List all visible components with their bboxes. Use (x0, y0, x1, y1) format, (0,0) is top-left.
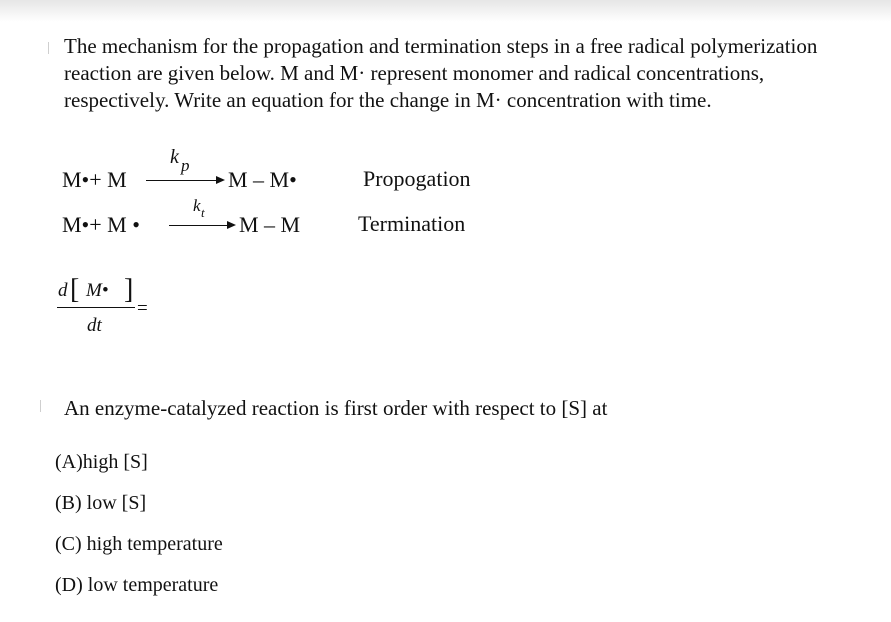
option-c[interactable] (55, 533, 223, 556)
margin-mark-2 (40, 400, 41, 412)
rate-bracket-open: [ (70, 274, 80, 305)
reaction1-rate-constant: k (170, 146, 179, 168)
reaction2-reactants: M•+ M • (62, 212, 140, 237)
rate-equals: = (137, 298, 148, 319)
option-c-letter: (C) (55, 533, 82, 555)
rate-numerator-species: M• (86, 280, 109, 301)
option-b-text: low [S] (86, 492, 147, 514)
reaction1-label: Propogation (363, 166, 471, 191)
reaction2-rate-constant: k (193, 196, 201, 215)
reaction2-rate-subscript: t (201, 205, 205, 220)
reaction2-arrow-line (169, 225, 229, 226)
reaction2-label: Termination (358, 211, 466, 236)
reaction1-arrow-line (146, 180, 218, 181)
option-a-text: high [S] (82, 451, 148, 473)
question1-text: The mechanism for the propagation and termination steps in a free radical polymerization reaction are given below. M and M· represent monomer and radical concentrations, respectively. Write an equation for the change in M· concentration with time. (64, 34, 818, 112)
option-b[interactable] (55, 492, 146, 515)
reaction1-reactants: M•+ M (62, 167, 127, 192)
option-a[interactable] (55, 451, 148, 474)
option-b-letter: (B) (55, 492, 82, 514)
option-d-letter: (D) (55, 574, 83, 596)
rate-fraction-bar (57, 307, 135, 308)
reaction1-product: M – M• (228, 167, 297, 192)
rate-numerator-d: d (58, 280, 68, 301)
option-a-letter: (A) (55, 451, 83, 473)
rate-bracket-close: ] (124, 274, 134, 305)
option-c-text: high temperature (86, 533, 223, 555)
rate-denominator: dt (87, 315, 102, 336)
option-d-text: low temperature (87, 574, 219, 596)
reaction1-arrow-head (216, 176, 225, 184)
margin-mark (48, 42, 49, 54)
reaction1-rate-subscript: p (181, 156, 190, 175)
reaction2-product: M – M (239, 212, 301, 237)
question2-text: An enzyme-catalyzed reaction is first order with respect to [S] at (64, 396, 608, 420)
reaction2-arrow-head (227, 221, 236, 229)
option-d[interactable] (55, 574, 218, 597)
top-shadow (0, 0, 891, 22)
